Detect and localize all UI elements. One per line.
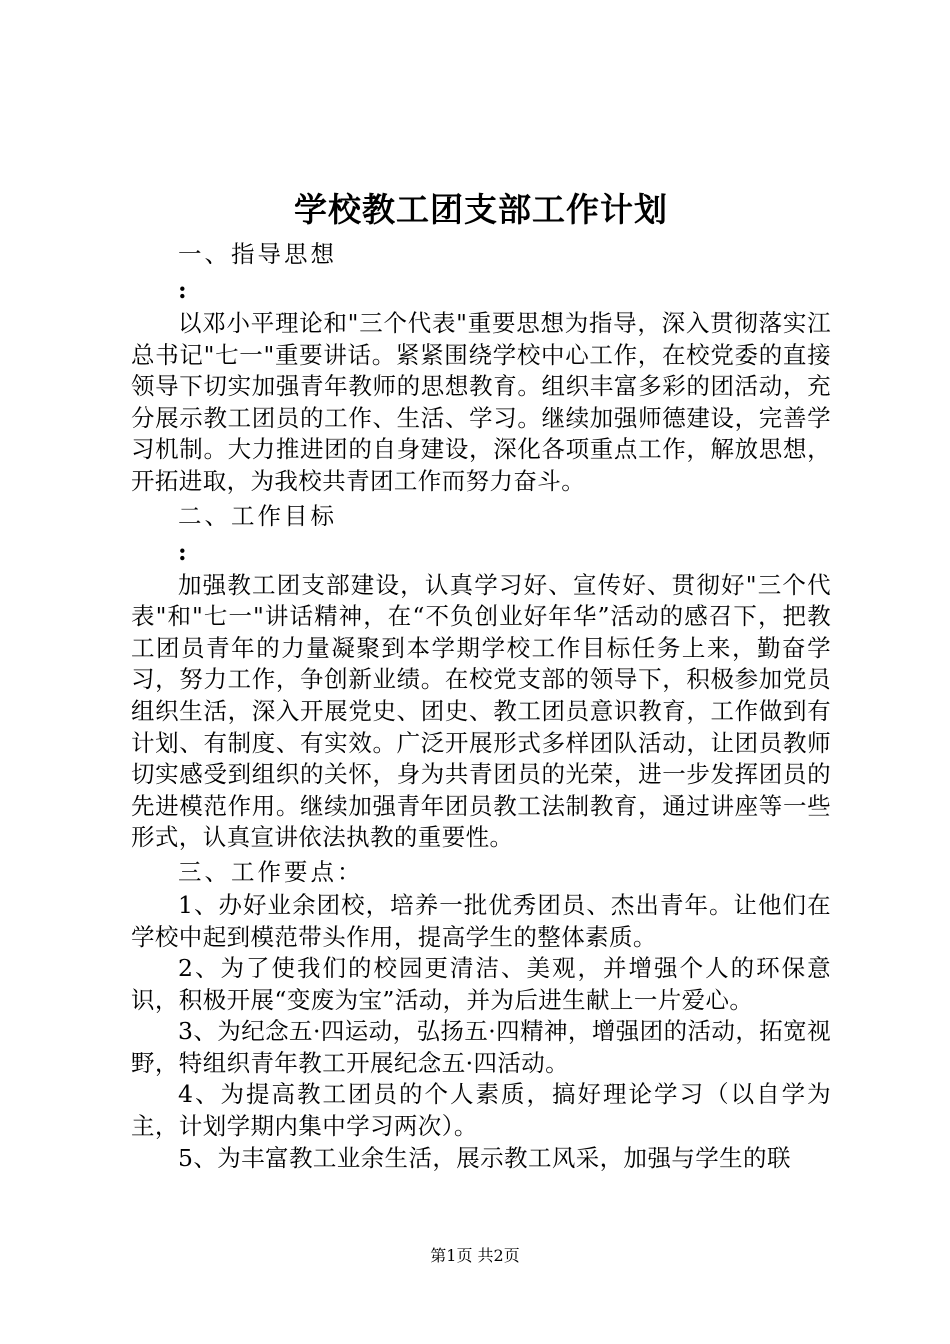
section-heading-work-points: 三、工作要点： [178,857,364,886]
document-body [131,236,831,1174]
page-footer: 第1页 共2页 [430,1246,520,1265]
section-colon: : [178,537,187,566]
work-point-item: 2、为了使我们的校园更清洁、美观，并增强个人的环保意识，积极开展“变废为宝”活动，并为后进生献上一片爱心。 [131,954,831,1014]
section-heading-work-goals: 二、工作目标 [178,501,337,530]
work-point-item: 4、为提高教工团员的个人素质，搞好理论学习（以自学为主，计划学期内集中学习两次）。 [131,1080,831,1141]
work-point-item: 1、办好业余团校，培养一批优秀团员、杰出青年。让他们在学校中起到模范带头作用，提高学生的整体素质。 [131,890,831,951]
section-colon: : [178,276,187,304]
paragraph-work-goals: 加强教工团支部建设，认真学习好、宣传好、贯彻好"三个代表"和"七一"讲话精神，在“不负创业好年华”活动的感召下，把教工团员青年的力量凝聚到本学期学校工作目标任务上来，勤奋学习，努力工作，争创新业绩。在校党支部的领导下，积极参加党员组织生活，深入开展党史、团史、教工团员意识教育，工作做到有计划、有制度、有实效。广泛开展形式多样团队活动，让团员教师切实感受到组织的关怀，身为共青团员的光荣，进一步发挥团员的先进模范作用。继续加强青年团员教工法制教育，通过讲座等一些形式，认真宣讲依法执教的重要性。 [131,570,831,852]
document-page [131,0,831,1344]
work-point-item: 3、为纪念五·四运动，弘扬五·四精神，增强团的活动，拓宽视野，特组织青年教工开展纪念五·四活动。 [131,1017,831,1077]
work-point-item: 5、为丰富教工业余生活，展示教工风采，加强与学生的联 [178,1143,791,1172]
section-heading-guiding-ideology: 一、指导思想 [178,240,337,268]
paragraph-guiding-ideology: 以邓小平理论和"三个代表"重要思想为指导，深入贯彻落实江总书记"七一"重要讲话。紧紧围绕学校中心工作，在校党委的直接领导下切实加强青年教师的思想教育。组织丰富多彩的团活动，充分展示教工团员的工作、生活、学习。继续加强师德建设，完善学习机制。大力推进团的自身建设，深化各项重点工作，解放思想，开拓进取，为我校共青团工作而努力奋斗。 [131,309,831,495]
document-title: 学校教工团支部工作计划 [294,190,668,229]
